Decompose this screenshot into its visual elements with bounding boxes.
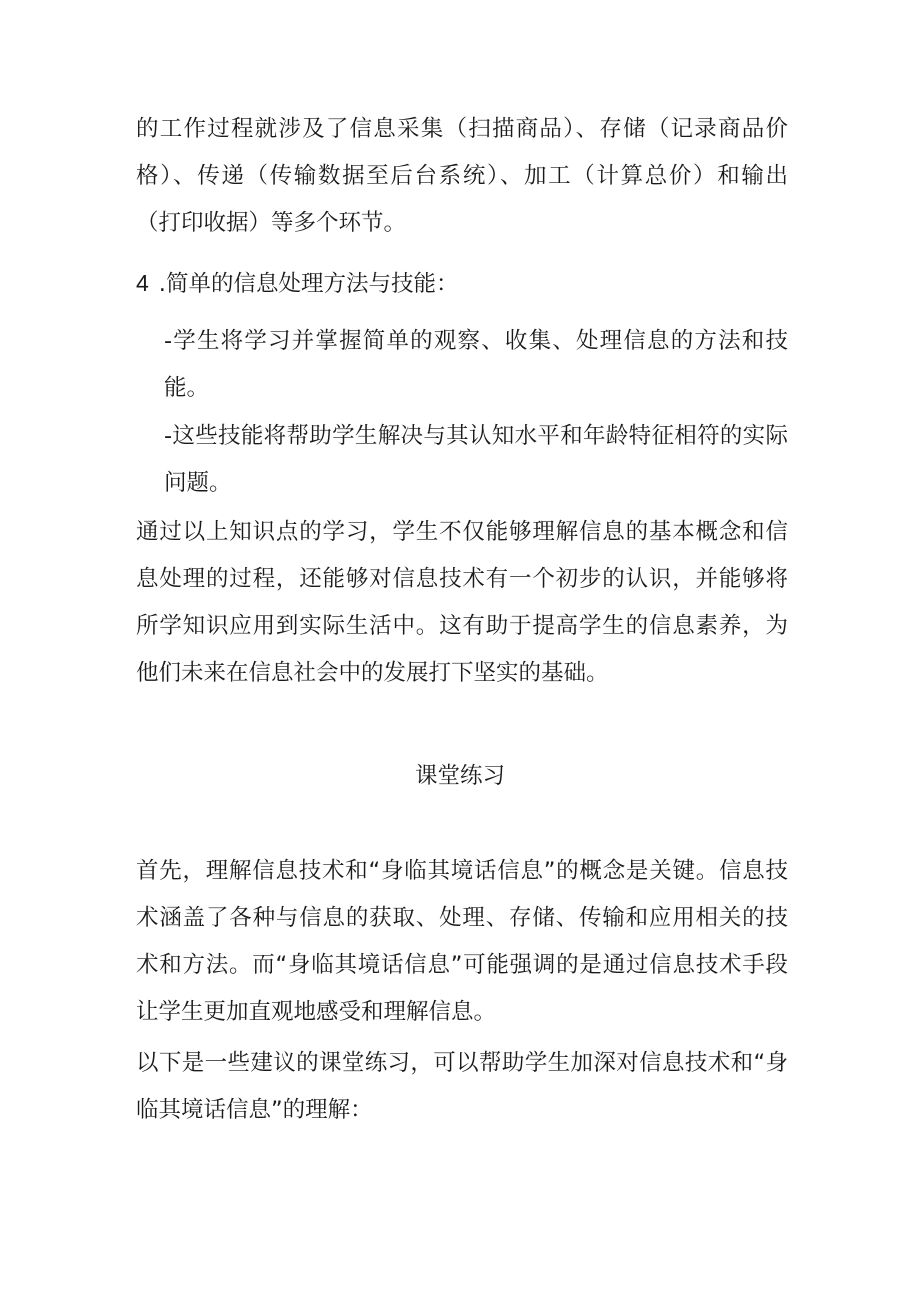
section-4-number: 4 <box>136 270 149 296</box>
practice-paragraph-2: 以下是一些建议的课堂练习，可以帮助学生加深对信息技术和“身临其境话信息”的理解： <box>136 1050 788 1123</box>
practice-paragraph-1: 首先，理解信息技术和“身临其境话信息”的概念是关键。信息技术涵盖了各种与信息的获取、处理、存储、传输和应用相关的技术和方法。而“身临其境话信息”可能强调的是通过信息技术手段让学生更加直观地感受和理解信息。 <box>136 858 788 1025</box>
practice-section-title: 课堂练习 <box>414 763 505 789</box>
section-4-title: .简单的信息处理方法与技能： <box>158 271 459 297</box>
section-4-heading <box>136 260 788 308</box>
intro-paragraph: 的工作过程就涉及了信息采集（扫描商品）、存储（记录商品价格）、传递（传输数据至后台系统）、加工（计算总价）和输出（打印收据）等多个环节。 <box>136 116 788 236</box>
bullet-item-2: -这些技能将帮助学生解决与其认知水平和年龄特征相符的实际问题。 <box>164 423 788 496</box>
bullet-item-1: -学生将学习并掌握简单的观察、收集、处理信息的方法和技能。 <box>164 328 788 401</box>
summary-paragraph: 通过以上知识点的学习，学生不仅能够理解信息的基本概念和信息处理的过程，还能够对信息技术有一个初步的认识，并能够将所学知识应用到实际生活中。这有助于提高学生的信息素养，为他们未来在信息社会中的发展打下坚实的基础。 <box>136 519 788 686</box>
